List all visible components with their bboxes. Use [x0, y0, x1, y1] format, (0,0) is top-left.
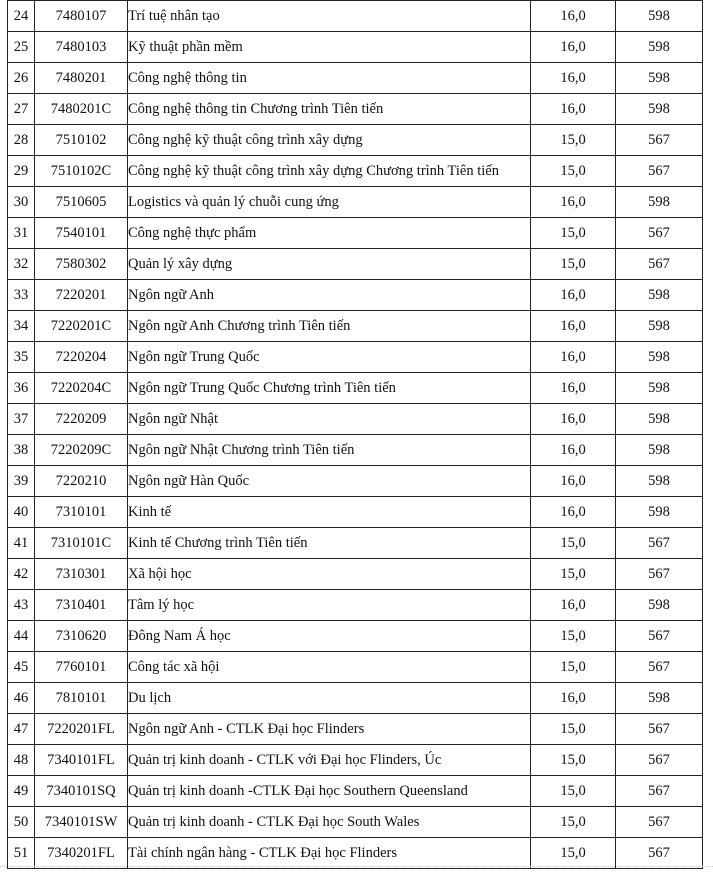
table-row	[8, 745, 703, 776]
threshold-score-cell: 16,0	[531, 94, 616, 125]
threshold-score-cell: 15,0	[531, 249, 616, 280]
major-name-cell: Công nghệ thực phẩm	[128, 218, 531, 249]
table-row	[8, 342, 703, 373]
table-row	[8, 280, 703, 311]
threshold-points-cell: 567	[616, 249, 703, 280]
major-name-cell: Ngôn ngữ Trung Quốc Chương trình Tiên tiến	[128, 373, 531, 404]
threshold-score-cell: 16,0	[531, 187, 616, 218]
threshold-score-cell: 16,0	[531, 63, 616, 94]
table-row	[8, 621, 703, 652]
major-code-cell: 7480107	[35, 1, 128, 32]
row-number-cell: 39	[8, 466, 35, 497]
threshold-points-cell: 567	[616, 621, 703, 652]
threshold-score-cell: 16,0	[531, 32, 616, 63]
threshold-score-cell: 16,0	[531, 466, 616, 497]
table-row	[8, 776, 703, 807]
threshold-score-cell: 16,0	[531, 373, 616, 404]
threshold-score-cell: 16,0	[531, 1, 616, 32]
table-row	[8, 404, 703, 435]
major-name-cell: Ngôn ngữ Trung Quốc	[128, 342, 531, 373]
major-name-cell: Quản trị kinh doanh - CTLK với Đại học Flinders, Úc	[128, 745, 531, 776]
major-code-cell: 7220210	[35, 466, 128, 497]
threshold-points-cell: 567	[616, 156, 703, 187]
major-code-cell: 7220209C	[35, 435, 128, 466]
major-code-cell: 7540101	[35, 218, 128, 249]
major-code-cell: 7220209	[35, 404, 128, 435]
major-name-cell: Tâm lý học	[128, 590, 531, 621]
threshold-points-cell: 567	[616, 528, 703, 559]
major-code-cell: 7220204	[35, 342, 128, 373]
threshold-score-cell: 15,0	[531, 621, 616, 652]
major-name-cell: Công nghệ thông tin	[128, 63, 531, 94]
major-name-cell: Kinh tế Chương trình Tiên tiến	[128, 528, 531, 559]
major-name-cell: Công tác xã hội	[128, 652, 531, 683]
row-number-cell: 51	[8, 838, 35, 869]
threshold-points-cell: 598	[616, 311, 703, 342]
page-cut-edge	[0, 866, 713, 872]
threshold-score-cell: 16,0	[531, 342, 616, 373]
major-name-cell: Đông Nam Á học	[128, 621, 531, 652]
threshold-points-cell: 567	[616, 807, 703, 838]
table-row	[8, 218, 703, 249]
row-number-cell: 46	[8, 683, 35, 714]
threshold-points-cell: 598	[616, 94, 703, 125]
row-number-cell: 37	[8, 404, 35, 435]
threshold-points-cell: 598	[616, 590, 703, 621]
threshold-points-cell: 598	[616, 32, 703, 63]
threshold-score-cell: 15,0	[531, 559, 616, 590]
threshold-points-cell: 598	[616, 497, 703, 528]
row-number-cell: 42	[8, 559, 35, 590]
threshold-score-cell: 15,0	[531, 838, 616, 869]
table-row	[8, 652, 703, 683]
major-code-cell: 7340201FL	[35, 838, 128, 869]
threshold-points-cell: 567	[616, 652, 703, 683]
major-code-cell: 7220201C	[35, 311, 128, 342]
threshold-points-cell: 567	[616, 218, 703, 249]
major-name-cell: Ngôn ngữ Hàn Quốc	[128, 466, 531, 497]
major-name-cell: Tài chính ngân hàng - CTLK Đại học Flinders	[128, 838, 531, 869]
major-code-cell: 7220204C	[35, 373, 128, 404]
threshold-points-cell: 598	[616, 435, 703, 466]
major-code-cell: 7510102C	[35, 156, 128, 187]
major-code-cell: 7510102	[35, 125, 128, 156]
table-row	[8, 714, 703, 745]
row-number-cell: 41	[8, 528, 35, 559]
threshold-score-cell: 15,0	[531, 745, 616, 776]
threshold-score-cell: 15,0	[531, 807, 616, 838]
row-number-cell: 45	[8, 652, 35, 683]
threshold-score-cell: 16,0	[531, 311, 616, 342]
threshold-score-cell: 15,0	[531, 714, 616, 745]
table-row	[8, 187, 703, 218]
row-number-cell: 36	[8, 373, 35, 404]
table-row	[8, 63, 703, 94]
table-row	[8, 1, 703, 32]
row-number-cell: 31	[8, 218, 35, 249]
table-row	[8, 311, 703, 342]
row-number-cell: 43	[8, 590, 35, 621]
threshold-score-cell: 16,0	[531, 497, 616, 528]
threshold-score-cell: 16,0	[531, 404, 616, 435]
threshold-points-cell: 598	[616, 1, 703, 32]
row-number-cell: 34	[8, 311, 35, 342]
major-name-cell: Trí tuệ nhân tạo	[128, 1, 531, 32]
major-name-cell: Công nghệ kỹ thuật công trình xây dựng	[128, 125, 531, 156]
major-code-cell: 7810101	[35, 683, 128, 714]
threshold-points-cell: 598	[616, 466, 703, 497]
major-code-cell: 7480201C	[35, 94, 128, 125]
row-number-cell: 47	[8, 714, 35, 745]
threshold-points-cell: 567	[616, 714, 703, 745]
row-number-cell: 49	[8, 776, 35, 807]
row-number-cell: 25	[8, 32, 35, 63]
threshold-score-cell: 15,0	[531, 776, 616, 807]
threshold-points-cell: 598	[616, 280, 703, 311]
major-name-cell: Quản lý xây dựng	[128, 249, 531, 280]
table-row	[8, 559, 703, 590]
table-row	[8, 528, 703, 559]
threshold-score-cell: 15,0	[531, 125, 616, 156]
row-number-cell: 35	[8, 342, 35, 373]
row-number-cell: 48	[8, 745, 35, 776]
threshold-score-cell: 16,0	[531, 435, 616, 466]
threshold-score-cell: 15,0	[531, 156, 616, 187]
row-number-cell: 24	[8, 1, 35, 32]
threshold-points-cell: 598	[616, 373, 703, 404]
major-code-cell: 7340101SQ	[35, 776, 128, 807]
row-number-cell: 32	[8, 249, 35, 280]
major-name-cell: Ngôn ngữ Anh - CTLK Đại học Flinders	[128, 714, 531, 745]
threshold-points-cell: 598	[616, 342, 703, 373]
row-number-cell: 44	[8, 621, 35, 652]
major-code-cell: 7480201	[35, 63, 128, 94]
row-number-cell: 40	[8, 497, 35, 528]
threshold-score-cell: 16,0	[531, 683, 616, 714]
major-name-cell: Du lịch	[128, 683, 531, 714]
major-code-cell: 7510605	[35, 187, 128, 218]
threshold-score-cell: 15,0	[531, 218, 616, 249]
major-name-cell: Ngôn ngữ Anh	[128, 280, 531, 311]
major-name-cell: Công nghệ kỹ thuật công trình xây dựng Chương trình Tiên tiến	[128, 156, 531, 187]
major-code-cell: 7310101C	[35, 528, 128, 559]
row-number-cell: 38	[8, 435, 35, 466]
row-number-cell: 30	[8, 187, 35, 218]
table-row	[8, 249, 703, 280]
table-row	[8, 497, 703, 528]
major-code-cell: 7310401	[35, 590, 128, 621]
threshold-score-cell: 16,0	[531, 280, 616, 311]
major-code-cell: 7580302	[35, 249, 128, 280]
table-row	[8, 156, 703, 187]
major-name-cell: Công nghệ thông tin Chương trình Tiên tiến	[128, 94, 531, 125]
threshold-score-cell: 15,0	[531, 652, 616, 683]
major-name-cell: Xã hội học	[128, 559, 531, 590]
major-name-cell: Kinh tế	[128, 497, 531, 528]
threshold-points-cell: 598	[616, 63, 703, 94]
table-row	[8, 32, 703, 63]
table-row	[8, 373, 703, 404]
major-name-cell: Kỹ thuật phần mềm	[128, 32, 531, 63]
major-name-cell: Logistics và quản lý chuỗi cung ứng	[128, 187, 531, 218]
major-code-cell: 7480103	[35, 32, 128, 63]
row-number-cell: 29	[8, 156, 35, 187]
table-row	[8, 590, 703, 621]
table-row	[8, 466, 703, 497]
table-row	[8, 807, 703, 838]
row-number-cell: 50	[8, 807, 35, 838]
major-code-cell: 7310620	[35, 621, 128, 652]
threshold-points-cell: 567	[616, 776, 703, 807]
table-body	[8, 1, 703, 869]
major-code-cell: 7220201	[35, 280, 128, 311]
row-number-cell: 33	[8, 280, 35, 311]
threshold-points-cell: 598	[616, 683, 703, 714]
major-name-cell: Quản trị kinh doanh -CTLK Đại học Southern Queensland	[128, 776, 531, 807]
table-row	[8, 94, 703, 125]
major-code-cell: 7310101	[35, 497, 128, 528]
threshold-points-cell: 567	[616, 125, 703, 156]
row-number-cell: 26	[8, 63, 35, 94]
row-number-cell: 28	[8, 125, 35, 156]
major-name-cell: Ngôn ngữ Nhật	[128, 404, 531, 435]
table-row	[8, 683, 703, 714]
major-name-cell: Quản trị kinh doanh - CTLK Đại học South Wales	[128, 807, 531, 838]
table-row	[8, 435, 703, 466]
threshold-score-cell: 16,0	[531, 590, 616, 621]
major-code-cell: 7340101SW	[35, 807, 128, 838]
row-number-cell: 27	[8, 94, 35, 125]
admission-score-table	[7, 0, 703, 869]
table-row	[8, 125, 703, 156]
major-code-cell: 7340101FL	[35, 745, 128, 776]
threshold-points-cell: 598	[616, 404, 703, 435]
table-row	[8, 838, 703, 869]
major-code-cell: 7760101	[35, 652, 128, 683]
major-code-cell: 7310301	[35, 559, 128, 590]
major-code-cell: 7220201FL	[35, 714, 128, 745]
threshold-points-cell: 567	[616, 559, 703, 590]
threshold-score-cell: 15,0	[531, 528, 616, 559]
major-name-cell: Ngôn ngữ Anh Chương trình Tiên tiến	[128, 311, 531, 342]
threshold-points-cell: 598	[616, 187, 703, 218]
threshold-points-cell: 567	[616, 838, 703, 869]
threshold-points-cell: 567	[616, 745, 703, 776]
major-name-cell: Ngôn ngữ Nhật Chương trình Tiên tiến	[128, 435, 531, 466]
